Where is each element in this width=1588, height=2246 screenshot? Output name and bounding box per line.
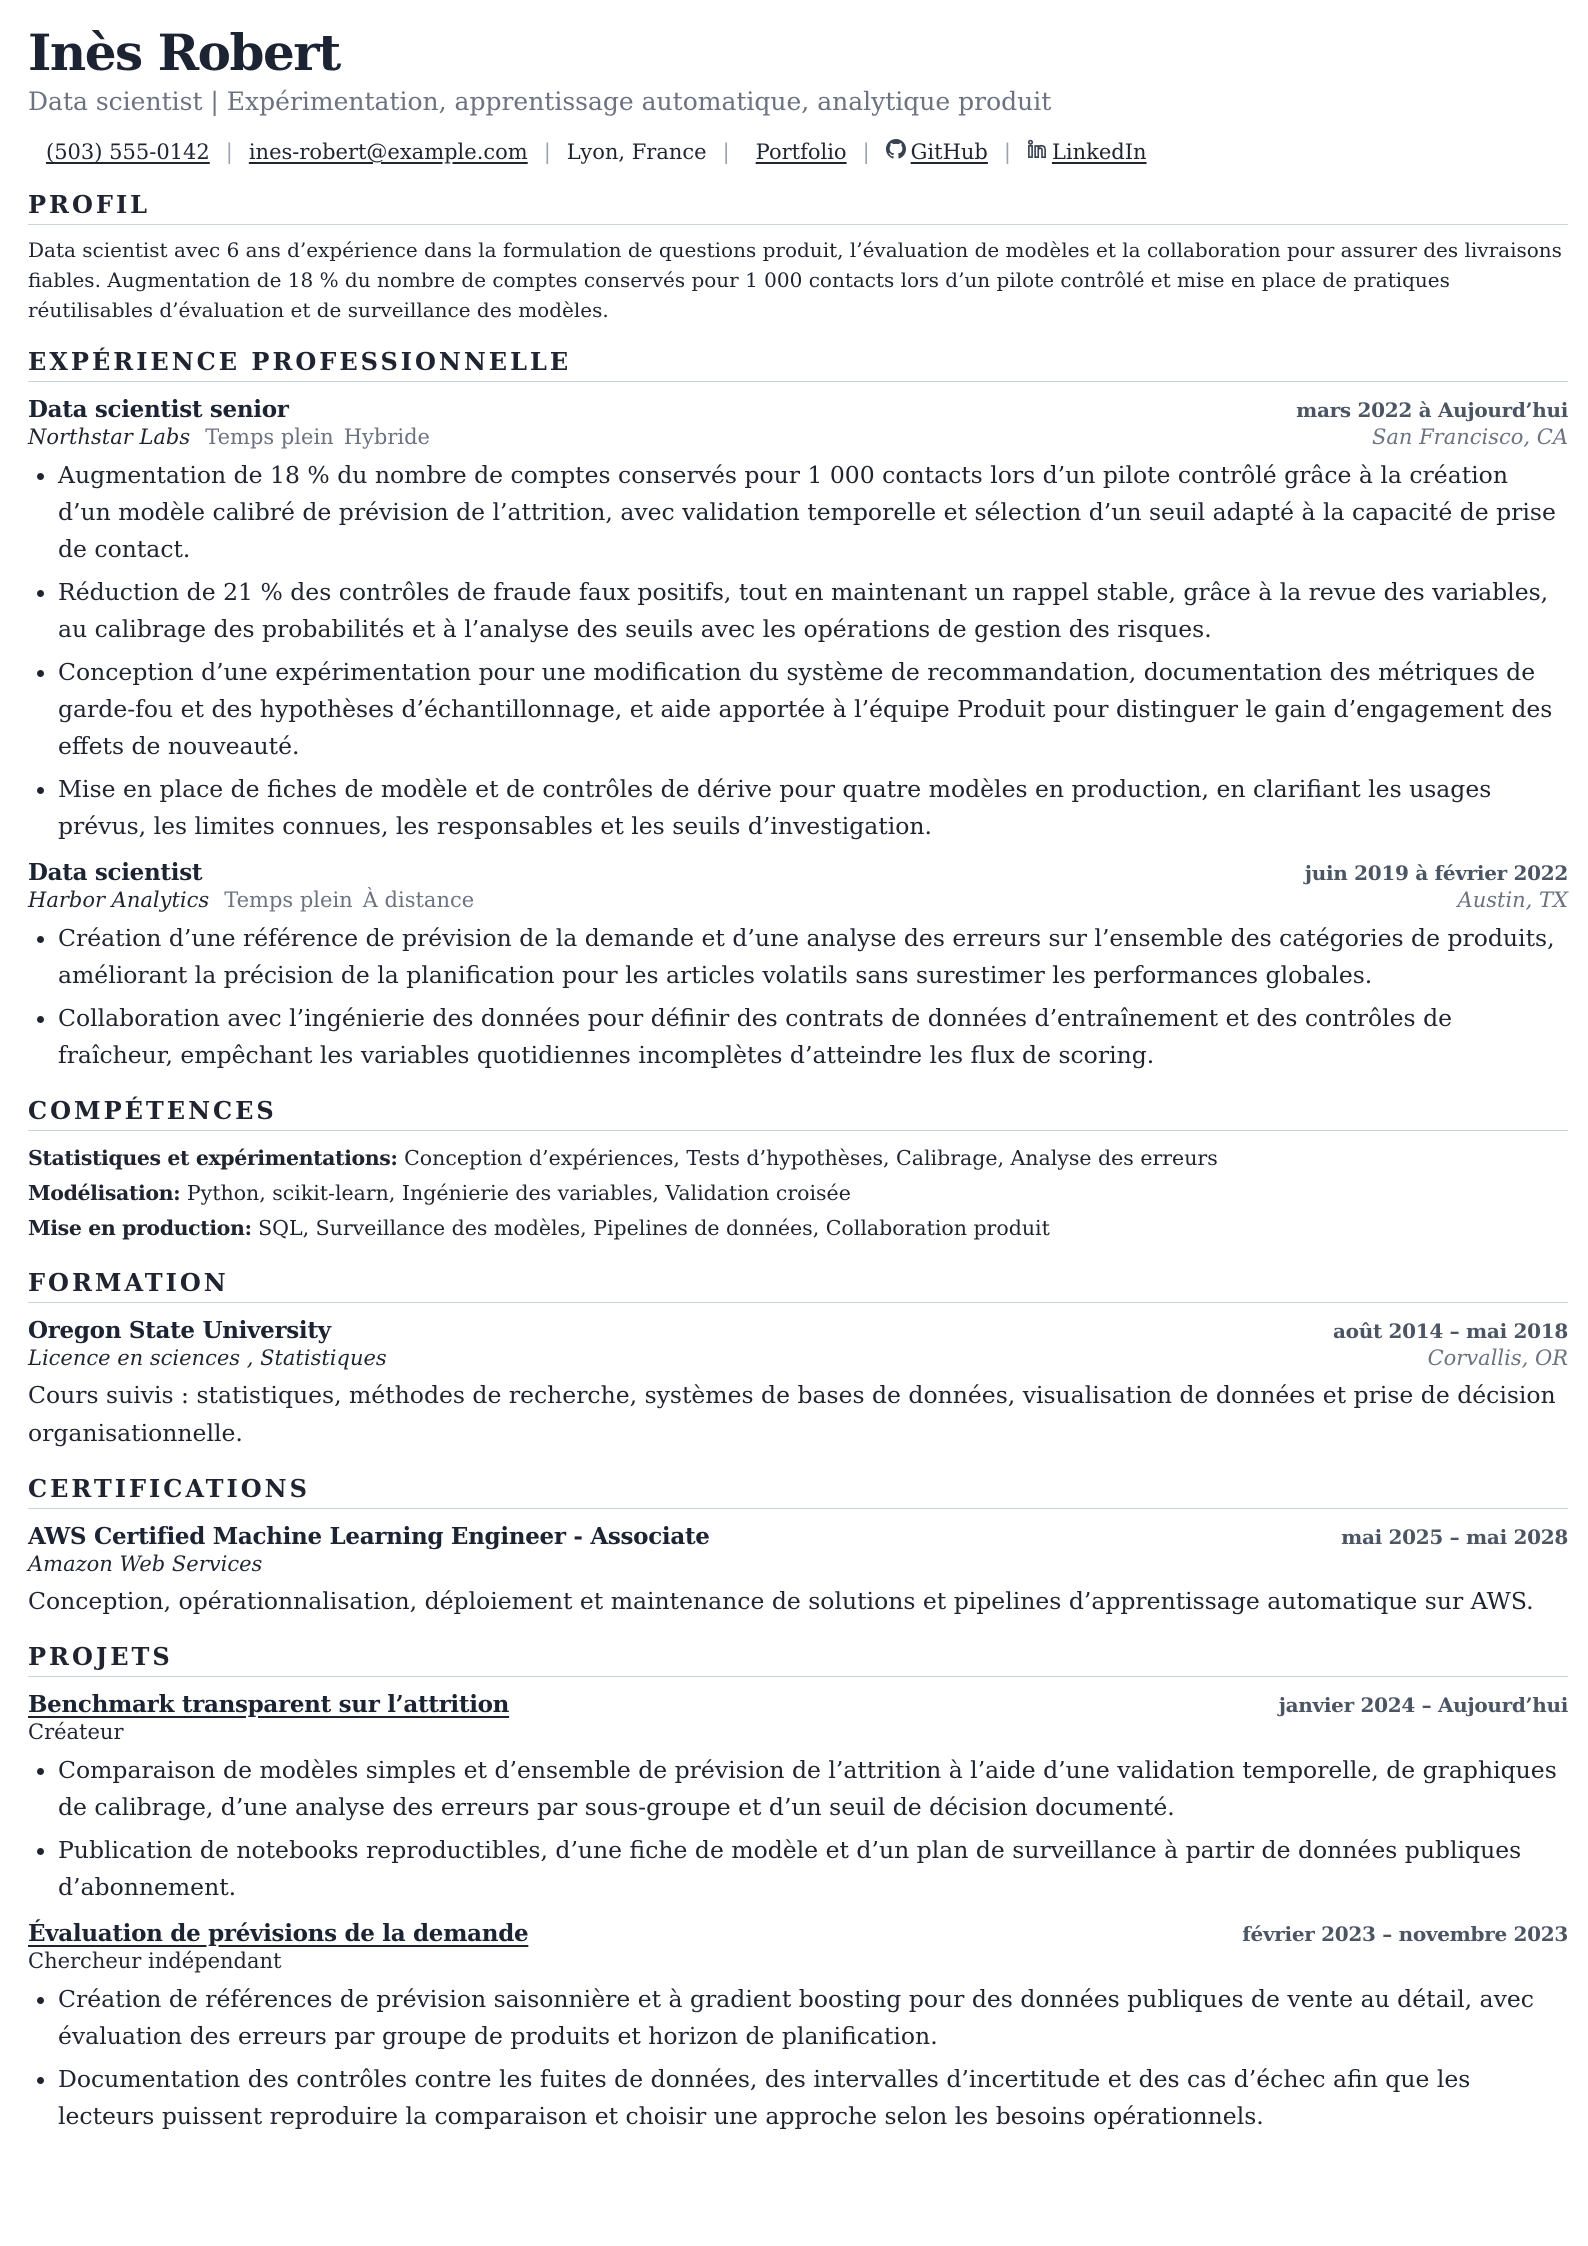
location-text: Lyon, France — [566, 140, 707, 164]
resume-page — [28, 24, 1568, 2141]
project-title-link[interactable]: Benchmark transparent sur l’attrition — [28, 1691, 510, 1718]
bullet-list — [28, 1981, 1568, 2135]
section-title-profil: PROFIL — [28, 190, 1568, 225]
job-dates: mars 2022 à Aujourd’hui — [1296, 398, 1568, 422]
education-dates: août 2014 – mai 2018 — [1333, 1319, 1568, 1343]
section-title-certifications: CERTIFICATIONS — [28, 1474, 1568, 1509]
section-title-formation: FORMATION — [28, 1268, 1568, 1303]
skill-values: Conception d’expériences, Tests d’hypothèses, Calibrage, Analyse des erreurs — [397, 1146, 1218, 1170]
contact-bar — [28, 138, 1568, 166]
education-details: Cours suivis : statistiques, méthodes de recherche, systèmes de bases de données, visualisation de données et prise de décision organisationnelle. — [28, 1381, 1556, 1447]
experience-entry — [28, 859, 1568, 1074]
bullet-item: • Création d’une référence de prévision de la demande et d’une analyse des erreurs sur l’ensemble des catégories de produits, améliorant la précision de la planification pour les articles volatils sans surestimer les performances globales. — [58, 920, 1568, 994]
certification-title: AWS Certified Machine Learning Engineer - Associate — [28, 1523, 710, 1550]
work-mode: À distance — [362, 888, 475, 912]
bullet-item: • Création de références de prévision saisonnière et à gradient boosting pour des données publiques de vente au détail, avec évaluation des erreurs par groupe de produits et horizon de planification. — [58, 1981, 1568, 2055]
skill-row — [28, 1141, 1568, 1176]
skill-values: Python, scikit-learn, Ingénierie des variables, Validation croisée — [180, 1181, 851, 1205]
github-link[interactable]: GitHub — [910, 140, 988, 164]
skill-row — [28, 1176, 1568, 1211]
section-title-projets: PROJETS — [28, 1642, 1568, 1677]
skill-category: Mise en production: — [28, 1216, 252, 1240]
linkedin-link[interactable]: LinkedIn — [1051, 140, 1147, 164]
skill-values: SQL, Surveillance des modèles, Pipelines de données, Collaboration produit — [251, 1216, 1050, 1240]
project-role: Créateur — [28, 1720, 124, 1744]
bullet-list — [28, 920, 1568, 1074]
work-mode: Hybride — [343, 425, 430, 449]
bullet-item: • Publication de notebooks reproductibles, d’une fiche de modèle et d’un plan de surveillance à partir de données publiques d’abonnement. — [58, 1832, 1568, 1906]
skill-category: Statistiques et expérimentations: — [28, 1146, 398, 1170]
separator: | — [543, 140, 551, 164]
project-title-link[interactable]: Évaluation de prévisions de la demande — [28, 1920, 529, 1947]
bullet-item: • Conception d’une expérimentation pour une modification du système de recommandation, documentation des métriques de garde-fou et des hypothèses d’échantillonnage, et aide apportée à l’équipe Produit pour distinguer le gain d’engagement des effets de nouveauté. — [58, 654, 1568, 765]
employment-type: Temps plein — [224, 888, 353, 912]
employment-type: Temps plein — [205, 425, 334, 449]
project-dates: février 2023 – novembre 2023 — [1242, 1922, 1568, 1946]
bullet-item: • Collaboration avec l’ingénierie des données pour définir des contrats de données d’entraînement et des contrôles de fraîcheur, empêchant les variables quotidiennes incomplètes d’atteindre les flux de scoring. — [58, 1000, 1568, 1074]
bullet-item: • Mise en place de fiches de modèle et de contrôles de dérive pour quatre modèles en production, en clarifiant les usages prévus, les limites connues, les responsables et les seuils d’investigation. — [58, 771, 1568, 845]
linkedin-contact[interactable] — [1027, 138, 1147, 166]
separator: | — [1003, 140, 1011, 164]
bullet-list — [28, 457, 1568, 845]
education-location: Corvallis, OR — [1427, 1346, 1568, 1370]
candidate-name: Inès Robert — [28, 23, 340, 82]
tagline: Data scientist | Expérimentation, apprentissage automatique, analytique produit — [28, 87, 1052, 116]
skill-row — [28, 1211, 1568, 1246]
project-dates: janvier 2024 – Aujourd’hui — [1278, 1693, 1568, 1717]
certification-details: Conception, opérationnalisation, déploiement et maintenance de solutions et pipelines d’apprentissage automatique sur AWS. — [28, 1587, 1534, 1615]
github-contact[interactable] — [886, 138, 988, 166]
bullet-item: • Documentation des contrôles contre les fuites de données, des intervalles d’incertitude et des cas d’échec afin que les lecteurs puissent reproduire la comparaison et choisir une approche selon les besoins opérationnels. — [58, 2061, 1568, 2135]
school-name: Oregon State University — [28, 1317, 331, 1344]
skills-list — [28, 1141, 1568, 1246]
section-title-competences: COMPÉTENCES — [28, 1096, 1568, 1131]
certification-entry — [28, 1523, 1568, 1620]
project-entry — [28, 1691, 1568, 1906]
skill-category: Modélisation: — [28, 1181, 181, 1205]
project-entry — [28, 1920, 1568, 2135]
bullet-item: • Réduction de 21 % des contrôles de fraude faux positifs, tout en maintenant un rappel stable, grâce à la revue des variables, au calibrage des probabilités et à l’analyse des seuils avec les opérations de gestion des risques. — [58, 574, 1568, 648]
separator: | — [722, 140, 730, 164]
bullet-item: • Augmentation de 18 % du nombre de comptes conservés pour 1 000 contacts lors d’un pilote contrôlé grâce à la création d’un modèle calibré de prévision de l’attrition, avec validation temporelle et sélection d’un seuil adapté à la capacité de prise de contact. — [58, 457, 1568, 568]
job-title: Data scientist senior — [28, 396, 289, 423]
degree: Licence en sciences , Statistiques — [28, 1346, 387, 1370]
project-role: Chercheur indépendant — [28, 1949, 282, 1973]
profile-summary: Data scientist avec 6 ans d’expérience dans la formulation de questions produit, l’évaluation de modèles et la collaboration pour assurer des livraisons fiables. Augmentation de 18 % du nombre de comptes conservés pour 1 000 contacts lors d’un pilote contrôlé et mise en place de pratiques réutilisables d’évaluation et de surveillance des modèles. — [28, 238, 1562, 322]
section-title-experience: EXPÉRIENCE PROFESSIONNELLE — [28, 347, 1568, 382]
company-name: Northstar Labs — [28, 425, 191, 449]
job-title: Data scientist — [28, 859, 203, 886]
job-location: San Francisco, CA — [1371, 425, 1568, 449]
education-entry — [28, 1317, 1568, 1452]
job-location: Austin, TX — [1457, 888, 1568, 912]
job-dates: juin 2019 à février 2022 — [1304, 861, 1568, 885]
email-link[interactable]: ines-robert@example.com — [248, 140, 528, 164]
linkedin-icon — [1027, 138, 1047, 166]
separator: | — [225, 140, 233, 164]
certification-dates: mai 2025 – mai 2028 — [1341, 1525, 1568, 1549]
bullet-list — [28, 1752, 1568, 1906]
github-icon — [886, 138, 906, 166]
phone-link[interactable]: (503) 555-0142 — [46, 140, 210, 164]
company-name: Harbor Analytics — [28, 888, 210, 912]
bullet-item: • Comparaison de modèles simples et d’ensemble de prévision de l’attrition à l’aide d’une validation temporelle, de graphiques de calibrage, d’une analyse des erreurs par sous-groupe et d’un seuil de décision documenté. — [58, 1752, 1568, 1826]
experience-entry — [28, 396, 1568, 845]
portfolio-link[interactable]: Portfolio — [755, 140, 847, 164]
certification-issuer: Amazon Web Services — [28, 1552, 263, 1576]
separator: | — [862, 140, 870, 164]
